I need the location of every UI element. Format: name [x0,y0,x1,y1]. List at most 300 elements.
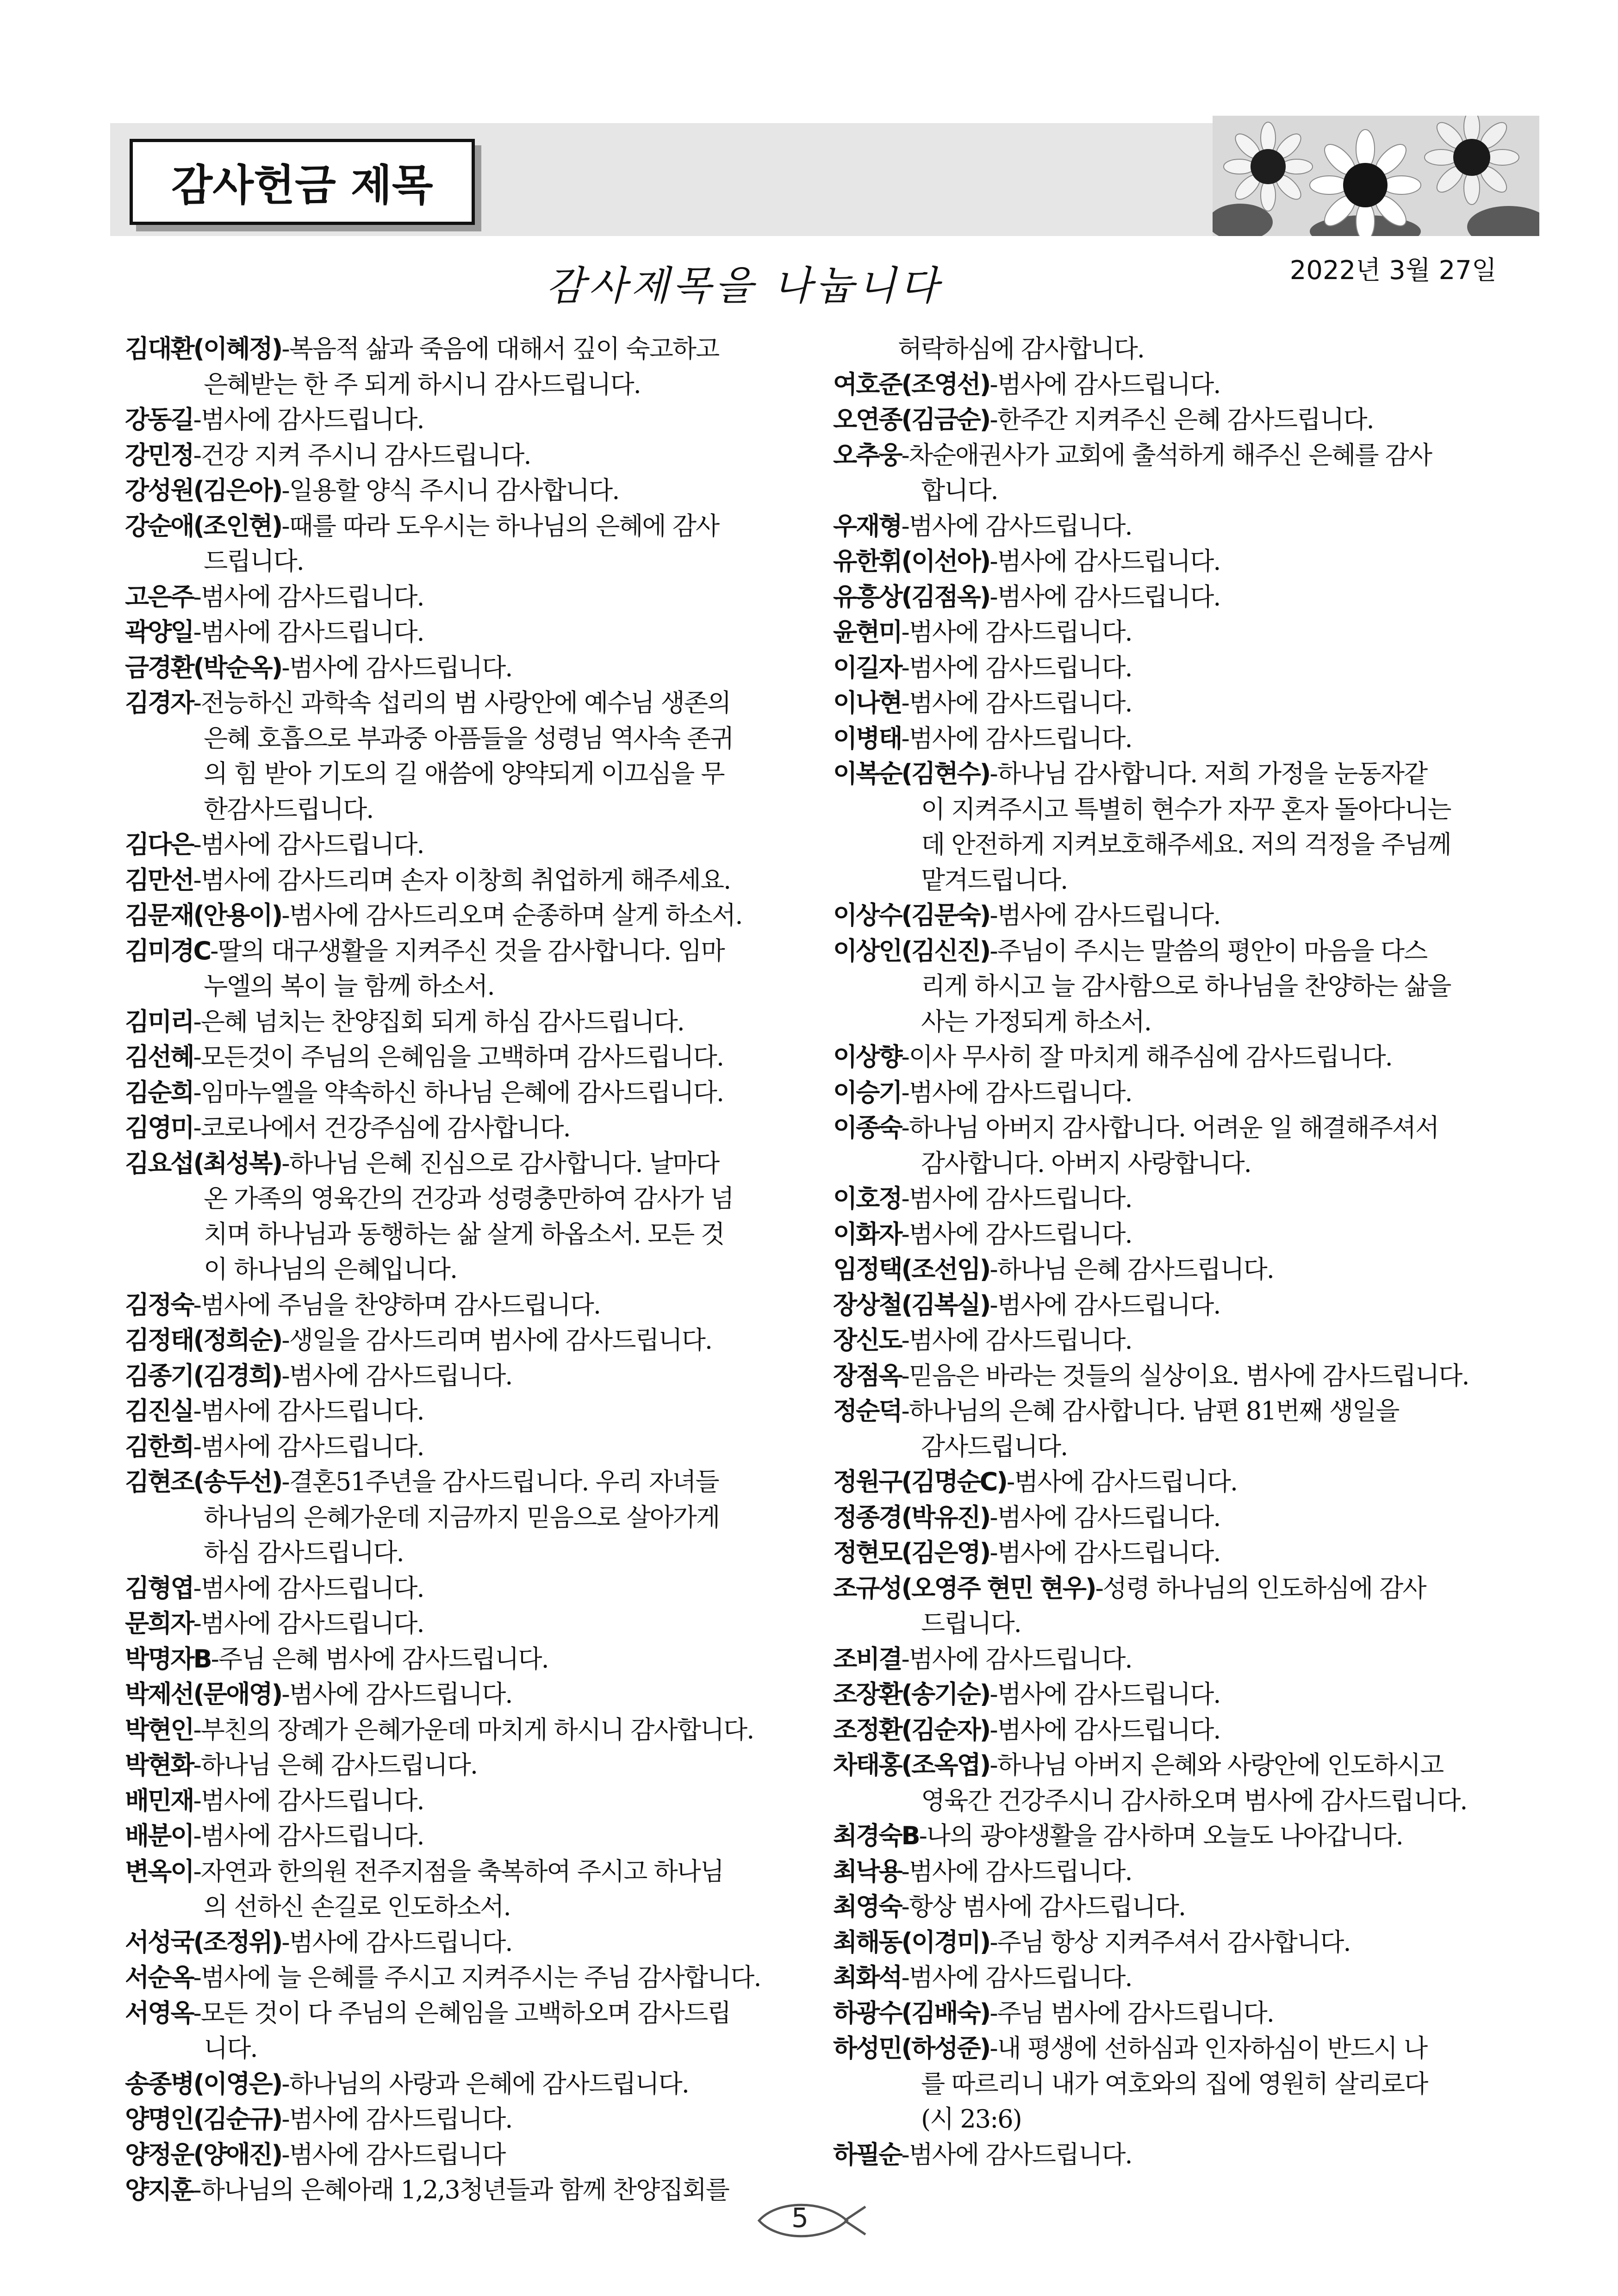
donor-name: 장상철(김복실) [833,1290,990,1319]
donor-name: 배분이 [125,1821,193,1850]
thanks-entry [833,1181,1518,1217]
thanks-entry [833,1358,1518,1394]
entry-first-line [833,402,1518,438]
donor-name: 김한희 [125,1431,193,1461]
thanks-text: -범사에 감사드립니다. [901,1325,1132,1355]
thanks-text: -범사에 감사드립니다. [193,1786,424,1815]
donor-name: 박현인 [125,1715,193,1744]
thanks-text: -범사에 감사드립니다. [901,1077,1132,1107]
entry-first-line [125,1783,791,1819]
donor-name: 이상향 [833,1042,902,1071]
thanks-entry [125,1748,791,1783]
donor-name: 김미경C [125,936,211,965]
thanks-entry [125,1075,791,1111]
thanks-entry [833,615,1518,650]
entry-first-line [833,367,1518,403]
donor-name: 김선혜 [125,1042,193,1071]
thanks-text: -임마누엘을 약속하신 하나님 은혜에 감사드립니다. [193,1077,724,1107]
entry-first-line [833,721,1518,757]
entry-first-line [125,1004,791,1040]
entry-first-line [833,1960,1518,1996]
thanks-entry [833,2031,1518,2137]
thanks-entry [125,1571,791,1606]
entry-first-line [125,402,791,438]
thanks-text: -범사에 감사드립니다. [193,1609,424,1638]
entry-first-line [833,579,1518,615]
donor-name: 오연종(김금순) [833,405,990,434]
donor-name: 최낙용 [833,1856,902,1886]
entry-first-line [833,1818,1518,1854]
donor-name: 장점옥 [833,1361,902,1390]
thanks-entry [833,579,1518,615]
page-title: 감사헌금 제목 [130,139,475,225]
thanks-entry [125,1606,791,1642]
page-number: 5 [791,2202,809,2234]
thanks-entry [125,1394,791,1429]
entry-first-line [125,1996,791,2031]
donor-name: 정종경(박유진) [833,1502,990,1532]
thanks-text: -범사에 감사드립니다. [901,1219,1132,1249]
donor-name: 정현모(김은영) [833,1538,990,1567]
thanks-entry [125,1323,791,1358]
entry-first-line [125,509,791,544]
thanks-text-continued: 를 따르리니 내가 여호와의 집에 영원히 살리로다 [921,2069,1428,2098]
donor-name: 최해동(이경미) [833,1927,990,1957]
donor-name: 김미리 [125,1007,193,1036]
thanks-text: -범사에 감사드립니다. [193,1396,424,1425]
sunflower-image [1213,116,1539,236]
thanks-text: -범사에 감사드립니다. [193,1573,424,1603]
thanks-text: -하나님의 은혜 감사합니다. 남편 81번째 생일을 [901,1396,1399,1425]
thanks-entry [833,1500,1518,1536]
thanks-text: -결혼51주년을 감사드립니다. 우리 자녀들 [281,1467,719,1496]
thanks-text: -범사에 감사드립니다. [989,547,1220,576]
thanks-entry [125,1429,791,1465]
entry-first-line [833,685,1518,721]
thanks-entry [125,2102,791,2137]
thanks-text: -범사에 감사드립니다. [901,617,1132,647]
donor-name: 서순옥 [125,1963,193,1992]
donor-name: 하광수(김배숙) [833,1998,990,2028]
entry-first-line [125,1323,791,1358]
thanks-text: -범사에 감사드립니다. [989,1502,1220,1532]
entry-first-line [833,1110,1518,1146]
thanks-text: -범사에 감사드립니다. [193,1431,424,1461]
donor-name: 이호정 [833,1184,902,1213]
thanks-text: -범사에 주님을 찬양하며 감사드립니다. [193,1290,601,1319]
donor-name: 김형엽 [125,1573,193,1603]
donor-name: 곽양일 [125,617,193,647]
donor-name: 서영옥 [125,1998,193,2028]
donor-name: 이복순(김현수) [833,759,990,788]
entry-first-line [125,1642,791,1677]
thanks-text: -범사에 감사드리오며 순종하며 살게 하소서. [281,901,742,930]
donor-name: 조비결 [833,1644,902,1674]
entry-first-line [833,1500,1518,1536]
thanks-text-continued: 치며 하나님과 동행하는 삶 살게 하옵소서. 모든 것 [204,1219,724,1249]
left-column [125,331,791,2208]
thanks-text: -주님이 주시는 말씀의 평안이 마음을 다스 [989,936,1427,965]
entry-first-line [125,933,791,969]
thanks-entry [125,898,791,933]
donor-name: 김영미 [125,1113,193,1142]
thanks-text-continued: 드립니다. [921,1609,1021,1638]
thanks-text-continued: 누엘의 복이 늘 함께 하소서. [204,971,494,1001]
thanks-text: -하나님 감사합니다. 저희 가정을 눈동자같 [989,759,1427,788]
donor-name: 우재형 [833,511,902,541]
entry-first-line [833,756,1518,792]
entry-first-line [125,650,791,686]
donor-name: 김다은 [125,830,193,859]
thanks-entry [833,509,1518,544]
thanks-entry [125,827,791,863]
thanks-entry [125,438,791,473]
fish-icon [750,2197,870,2244]
donor-name: 고은주 [125,582,193,611]
thanks-text: -범사에 감사드립니다. [901,688,1132,717]
thanks-entry [833,1818,1518,1854]
donor-name: 여호준(조영선) [833,369,990,399]
thanks-entry [125,1110,791,1146]
thanks-text: -범사에 감사드립니다. [901,1644,1132,1674]
thanks-text-continued: 의 힘 받아 기도의 길 애씀에 양약되게 이끄심을 무 [204,759,724,788]
donor-name: 이길자 [833,653,902,682]
thanks-text: -항상 범사에 감사드립니다. [901,1892,1186,1921]
thanks-text: -범사에 감사드립니다. [193,830,424,859]
donor-name: 김만선 [125,865,193,895]
thanks-entry [125,509,791,579]
thanks-text: -범사에 감사드립니다. [281,1680,512,1709]
thanks-entry [125,1960,791,1996]
thanks-text: -범사에 감사드립니다. [193,405,424,434]
donor-name: 이상인(김신진) [833,936,990,965]
entry-first-line [833,1535,1518,1571]
donor-name: 조장환(송기순) [833,1680,990,1709]
entry-first-line [833,1075,1518,1111]
donor-name: 박현화 [125,1750,193,1780]
thanks-text: -범사에 감사드립니다. [989,582,1220,611]
entry-first-line [125,898,791,933]
donor-name: 유흥상(김점옥) [833,582,990,611]
thanks-text: -하나님의 은혜아래 1,2,3청년들과 함께 찬양집회를 [193,2175,729,2204]
entry-first-line [833,933,1518,969]
entry-first-line [833,438,1518,473]
thanks-text-continued: 은혜받는 한 주 되게 하시니 감사드립니다. [204,369,641,399]
entry-first-line [125,2137,791,2173]
right-column [833,331,1518,2172]
donor-name: 유한휘(이선아) [833,547,990,576]
thanks-text: -한주간 지켜주신 은혜 감사드립니다. [989,405,1374,434]
thanks-entry [833,1535,1518,1571]
thanks-text-continued: 이 지켜주시고 특별히 현수가 자꾸 혼자 돌아다니는 [921,794,1451,824]
thanks-text: -일용할 양식 주시니 감사합니다. [281,476,619,505]
entry-first-line [833,1217,1518,1252]
donor-name: 정순덕 [833,1396,902,1425]
entry-first-line [833,1889,1518,1925]
thanks-text: -범사에 늘 은혜를 주시고 지켜주시는 주님 감사합니다. [193,1963,761,1992]
donor-name: 조규성(오영주 현민 현우) [833,1573,1095,1603]
entry-first-line [833,1394,1518,1429]
entry-first-line [833,544,1518,579]
thanks-text: -때를 따라 도우시는 하나님의 은혜에 감사 [281,511,719,541]
entry-first-line [125,1075,791,1111]
donor-name: 김순희 [125,1077,193,1107]
page-number-fish [750,2197,870,2244]
entry-first-line [125,2172,791,2208]
thanks-entry [833,1712,1518,1748]
thanks-text: -성령 하나님의 인도하심에 감사 [1095,1573,1426,1603]
thanks-text: -하나님 아버지 감사합니다. 어려운 일 해결해주셔서 [901,1113,1439,1142]
thanks-text: -범사에 감사드립니다. [989,1538,1220,1567]
thanks-entry [125,331,791,402]
donor-name: 변옥이 [125,1856,193,1886]
entry-first-line [125,1394,791,1429]
donor-name: 금경환(박순옥) [125,653,282,682]
entry-first-line [833,1323,1518,1358]
thanks-text: -하나님의 사랑과 은혜에 감사드립니다. [281,2069,689,2098]
donor-name: 김현조(송두선) [125,1467,282,1496]
thanks-text-continued: 맡겨드립니다. [921,865,1068,895]
entry-first-line [833,509,1518,544]
thanks-text: -범사에 감사드립니다. [989,1715,1220,1744]
entry-first-line [833,615,1518,650]
thanks-entry [833,1925,1518,1960]
thanks-entry [833,1642,1518,1677]
donor-name: 송종병(이영은) [125,2069,282,2098]
thanks-entry [125,1783,791,1819]
thanks-text: -은혜 넘치는 찬양집회 되게 하심 감사드립니다. [193,1007,684,1036]
thanks-entry [125,2066,791,2102]
thanks-text: -부친의 장례가 은혜가운데 마치게 하시니 감사합니다. [193,1715,754,1744]
thanks-entry [125,1712,791,1748]
thanks-text: -범사에 감사드립니다. [901,2140,1132,2169]
entry-first-line [125,438,791,473]
thanks-entry [833,1288,1518,1323]
donor-name: 강동길 [125,405,193,434]
thanks-entry [833,1854,1518,1890]
thanks-text: -건강 지켜 주시니 감사드립니다. [193,440,531,470]
donor-name: 김정태(정희순) [125,1325,282,1355]
thanks-text: -나의 광야생활을 감사하며 오늘도 나아갑니다. [919,1821,1403,1850]
thanks-entry [125,1288,791,1323]
donor-name: 조정환(김순자) [833,1715,990,1744]
thanks-entry [833,2137,1518,2173]
thanks-text: -범사에 감사드리며 손자 이창희 취업하게 해주세요. [193,865,731,895]
bulletin-date: 2022년 3월 27일 [1289,255,1497,286]
entry-first-line [833,2031,1518,2066]
entry-first-line [125,1358,791,1394]
thanks-text: -주님 범사에 감사드립니다. [989,1998,1274,2028]
thanks-text-continued: 한감사드립니다. [204,794,373,824]
thanks-text: -범사에 감사드립니다. [989,1680,1220,1709]
donor-name: 서성국(조정위) [125,1927,282,1957]
entry-first-line [833,1464,1518,1500]
entry-first-line [125,1677,791,1712]
entry-first-line [125,2066,791,2102]
donor-name: 이상수(김문숙) [833,901,990,930]
donor-name: 하필순 [833,2140,902,2169]
thanks-entry [833,1996,1518,2031]
thanks-text-continued: 이 하나님의 은혜입니다. [204,1255,457,1284]
entry-first-line [125,1960,791,1996]
entry-first-line [833,650,1518,686]
donor-name: 임정택(조선임) [833,1255,990,1284]
donor-name: 이화자 [833,1219,902,1249]
thanks-entry [125,1358,791,1394]
thanks-text: -이사 무사히 잘 마치게 해주심에 감사드립니다. [901,1042,1392,1071]
thanks-text: -생일을 감사드리며 범사에 감사드립니다. [281,1325,712,1355]
entry-first-line [125,1039,791,1075]
thanks-entry [833,756,1518,898]
donor-name: 김종기(김경희) [125,1361,282,1390]
entry-first-line [833,1996,1518,2031]
thanks-text-continued: 데 안전하게 지켜보호해주세요. 저의 걱정을 주님께 [921,830,1451,859]
thanks-text: -범사에 감사드립니다. [281,2104,512,2134]
thanks-text: -범사에 감사드립니다 [281,2140,505,2169]
entry-first-line [833,1039,1518,1075]
thanks-text-continued: (시 23:6) [921,2104,1021,2134]
thanks-text-continued: 온 가족의 영육간의 건강과 성령충만하여 감사가 넘 [204,1184,734,1213]
donor-name: 양정운(양애진) [125,2140,282,2169]
thanks-entry [833,1323,1518,1358]
thanks-text: -자연과 한의원 전주지점을 축복하여 주시고 하나님 [193,1856,724,1886]
thanks-entry [125,650,791,686]
thanks-text-continued: 하나님의 은혜가운데 지금까지 믿음으로 살아가게 [204,1502,720,1532]
thanks-text: -복음적 삶과 죽음에 대해서 깊이 숙고하고 [281,334,719,363]
entry-first-line [833,1181,1518,1217]
thanks-entry [125,685,791,827]
thanks-text-continued: 허락하심에 감사합니다. [898,334,1144,363]
entry-first-line [125,1818,791,1854]
donor-name: 정원구(김명순C) [833,1467,1007,1496]
thanks-entry [125,1677,791,1712]
entry-first-line [125,1748,791,1783]
donor-name: 김경자 [125,688,193,717]
donor-name: 최화석 [833,1963,902,1992]
thanks-text: -범사에 감사드립니다. [901,511,1132,541]
entry-first-line [125,1146,791,1182]
thanks-text: -하나님 아버지 은혜와 사랑안에 인도하시고 [989,1750,1444,1780]
thanks-text: -주님 항상 지켜주셔서 감사합니다. [989,1927,1350,1957]
entry-first-line [833,1925,1518,1960]
thanks-text: -범사에 감사드립니다. [1006,1467,1238,1496]
entry-first-line [833,2137,1518,2173]
thanks-entry [125,863,791,898]
entry-first-line [125,685,791,721]
thanks-text: -범사에 감사드립니다. [193,617,424,647]
thanks-entry [125,473,791,509]
donor-name: 김요섭(최성복) [125,1148,282,1178]
entry-first-line [125,1110,791,1146]
thanks-text: -전능하신 과학속 섭리의 범 사랑안에 예수님 생존의 [193,688,731,717]
entry-first-line [125,579,791,615]
donor-name: 강성원(김은아) [125,476,282,505]
entry-first-line [125,1429,791,1465]
donor-name: 최경숙B [833,1821,919,1850]
thanks-text-continued: 드립니다. [204,547,304,576]
thanks-text: -하나님 은혜 감사드립니다. [193,1750,478,1780]
thanks-entry [833,1889,1518,1925]
thanks-entry [125,615,791,650]
thanks-text: -범사에 감사드립니다. [901,1856,1132,1886]
entry-first-line [125,1571,791,1606]
thanks-text: -범사에 감사드립니다. [901,723,1132,753]
donor-name: 이병태 [833,723,902,753]
thanks-text: -범사에 감사드립니다. [901,653,1132,682]
thanks-entry [125,1039,791,1075]
thanks-text-continued: 니다. [204,2034,257,2063]
entry-first-line [125,615,791,650]
entry-first-line [833,1642,1518,1677]
entry-first-line [125,1464,791,1500]
thanks-entry [833,1677,1518,1712]
thanks-text: -범사에 감사드립니다. [193,1821,424,1850]
thanks-entry [125,1464,791,1571]
entry-first-line [833,1358,1518,1394]
thanks-entry [833,1110,1518,1181]
entry-first-line [833,1712,1518,1748]
thanks-text: -하나님 은혜 감사드립니다. [989,1255,1274,1284]
entry-first-line [125,1925,791,1960]
entry-first-line [125,1854,791,1890]
thanks-text: -범사에 감사드립니다. [281,653,512,682]
thanks-text: -코로나에서 건강주심에 감사합니다. [193,1113,570,1142]
entry-first-line [833,1571,1518,1606]
donor-name: 이승기 [833,1077,902,1107]
thanks-text-continued: 사는 가정되게 하소서. [921,1007,1151,1036]
donor-name: 하성민(하성준) [833,2034,990,2063]
donor-name: 장신도 [833,1325,902,1355]
entry-first-line [833,898,1518,933]
entry-first-line [125,827,791,863]
thanks-text: -차순애권사가 교회에 출석하게 해주신 은혜를 감사 [901,440,1432,470]
thanks-text: -범사에 감사드립니다. [901,1963,1132,1992]
thanks-text-continued: 합니다. [921,476,998,505]
entry-first-line [125,863,791,898]
thanks-entry [125,1004,791,1040]
thanks-text-continued: 의 선하신 손길로 인도하소서. [204,1892,510,1921]
thanks-text: -범사에 감사드립니다. [281,1927,512,1957]
thanks-entry [125,1925,791,1960]
thanks-entry [833,402,1518,438]
donor-name: 오추웅 [833,440,902,470]
thanks-entry [125,1854,791,1925]
thanks-entry [833,1075,1518,1111]
thanks-text: -모든것이 주님의 은혜임을 고백하며 감사드립니다. [193,1042,724,1071]
thanks-text-continued: 감사드립니다. [921,1431,1068,1461]
thanks-entry [833,933,1518,1040]
entry-first-line [833,1677,1518,1712]
thanks-entry [125,1146,791,1288]
thanks-entry [833,438,1518,509]
donor-name: 강순애(조인현) [125,511,282,541]
donor-name: 이종숙 [833,1113,902,1142]
donor-name: 양명인(김순규) [125,2104,282,2134]
thanks-entry [833,1464,1518,1500]
entry-first-line [833,1748,1518,1783]
thanks-text: -범사에 감사드립니다. [989,1290,1220,1319]
thanks-entry [125,2172,791,2208]
entry-first-line [833,1252,1518,1288]
entry-first-line [125,1712,791,1748]
thanks-text: -내 평생에 선하심과 인자하심이 반드시 나 [989,2034,1427,2063]
thanks-text-continued: 영육간 건강주시니 감사하오며 범사에 감사드립니다. [921,1786,1467,1815]
thanks-entry [125,2137,791,2173]
thanks-entry [125,1996,791,2066]
thanks-text: -범사에 감사드립니다. [989,901,1220,930]
thanks-text-continued: 리게 하시고 늘 감사함으로 하나님을 찬양하는 삶을 [921,971,1451,1001]
thanks-text: -딸의 대구생활을 지켜주신 것을 감사합니다. 임마 [210,936,724,965]
